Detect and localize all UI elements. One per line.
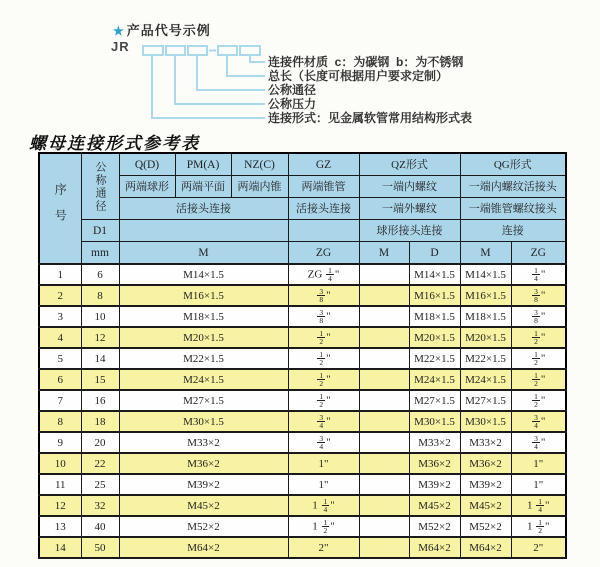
cell-dn: 32: [81, 495, 119, 516]
cell-qz-m: [359, 432, 409, 453]
cell-seq: 11: [39, 474, 81, 495]
connector-line-2: [227, 55, 265, 76]
cell-qg-zg: $\frac{3}{8}$ ": [511, 306, 566, 327]
code-box-2: [166, 46, 185, 55]
cell-dn: 22: [81, 453, 119, 474]
cell-gz: $\frac{3}{4}$ ": [288, 411, 359, 432]
cell-qg-zg: $\frac{1}{2}$ ": [511, 390, 566, 411]
header-empty-mid: [119, 220, 288, 242]
header-qg-type1: 一端内螺纹活接头: [460, 176, 566, 198]
cell-seq: 6: [39, 369, 81, 390]
cell-dn: 50: [81, 537, 119, 558]
label-material: 连接件材质 c：为碳钢 b：为不锈钢: [268, 55, 464, 69]
cell-qg-m: M45×2: [460, 495, 511, 516]
cell-qz-d: M22×1.5: [409, 348, 460, 369]
header-seq: 序号: [39, 153, 81, 264]
table-row: [39, 432, 566, 453]
cell-dn: 10: [81, 306, 119, 327]
cell-gz: $\frac{1}{2}$ ": [288, 327, 359, 348]
cell-gz: $\frac{1}{2}$ ": [288, 390, 359, 411]
connector-line-5: [152, 55, 265, 118]
cell-seq: 13: [39, 516, 81, 537]
cell-gz: ZG $\frac{1}{4}$ ": [288, 264, 359, 285]
cell-qg-zg: 1 $\frac{1}{2}$ ": [511, 516, 566, 537]
header-qz-type1: 一端内螺纹: [359, 176, 460, 198]
cell-qz-m: [359, 453, 409, 474]
header-row-4: [39, 220, 566, 242]
table-row: [39, 495, 566, 516]
cell-qg-m: M20×1.5: [460, 327, 511, 348]
code-box-4: [218, 46, 237, 55]
cell-seq: 12: [39, 495, 81, 516]
table-row: [39, 453, 566, 474]
label-total-length: 总长（长度可根据用户要求定制）: [268, 69, 449, 83]
cell-qz-d: M64×2: [409, 537, 460, 558]
cell-seq: 8: [39, 411, 81, 432]
header-nominal-diameter: 公称通径: [81, 153, 119, 220]
cell-qz-d: M52×2: [409, 516, 460, 537]
label-connection-form: 连接形式：见金属软管常用结构形式表: [268, 111, 473, 125]
cell-qz-d: M20×1.5: [409, 327, 460, 348]
cell-qz-d: M30×1.5: [409, 411, 460, 432]
cell-qz-m: [359, 537, 409, 558]
cell-qz-d: M45×2: [409, 495, 460, 516]
header-nz-type: 两端内锥: [231, 176, 288, 198]
cell-qz-d: M24×1.5: [409, 369, 460, 390]
cell-gz: 2": [288, 537, 359, 558]
cell-qz-m: [359, 516, 409, 537]
cell-seq: 4: [39, 327, 81, 348]
cell-qz-m: [359, 411, 409, 432]
cell-qg-m: M14×1.5: [460, 264, 511, 285]
cell-qz-m: [359, 495, 409, 516]
cell-qz-m: [359, 327, 409, 348]
cell-qg-m: M27×1.5: [460, 390, 511, 411]
nut-connection-reference-table: [38, 152, 567, 559]
cell-qg-zg: $\frac{1}{2}$ ": [511, 369, 566, 390]
cell-qz-d: M39×2: [409, 474, 460, 495]
cell-qg-zg: $\frac{3}{4}$ ": [511, 411, 566, 432]
cell-m: M33×2: [119, 432, 288, 453]
cell-seq: 5: [39, 348, 81, 369]
header-qg-type2: 一端锥管螺纹接头: [460, 198, 566, 220]
cell-qg-m: M22×1.5: [460, 348, 511, 369]
cell-gz: $\frac{3}{8}$ ": [288, 285, 359, 306]
connector-line-3: [197, 55, 265, 90]
cell-dn: 12: [81, 327, 119, 348]
cell-qg-zg: 1": [511, 474, 566, 495]
cell-qg-zg: $\frac{1}{2}$ ": [511, 348, 566, 369]
cell-seq: 1: [39, 264, 81, 285]
cell-qg-zg: $\frac{1}{2}$ ": [511, 327, 566, 348]
header-union-connection: 活接头连接: [119, 198, 288, 220]
cell-dn: 16: [81, 390, 119, 411]
cell-dn: 15: [81, 369, 119, 390]
cell-qz-m: [359, 306, 409, 327]
cell-qz-d: M36×2: [409, 453, 460, 474]
table-row: [39, 516, 566, 537]
cell-qg-m: M52×2: [460, 516, 511, 537]
header-col-gz: GZ: [288, 153, 359, 176]
table-row: [39, 474, 566, 495]
header-qz-m: M: [359, 242, 409, 265]
header-pm-type: 两端平面: [175, 176, 231, 198]
table-row: [39, 390, 566, 411]
cell-qz-d: M14×1.5: [409, 264, 460, 285]
cell-gz: 1": [288, 474, 359, 495]
cell-m: M45×2: [119, 495, 288, 516]
header-qz-type2: 一端外螺纹: [359, 198, 460, 220]
cell-m: M39×2: [119, 474, 288, 495]
header-col-q: Q(D): [119, 153, 175, 176]
cell-gz: 1 $\frac{1}{2}$ ": [288, 516, 359, 537]
table-row: [39, 411, 566, 432]
cell-seq: 14: [39, 537, 81, 558]
connector-line-1: [250, 55, 265, 62]
cell-qg-zg: $\frac{1}{4}$ ": [511, 264, 566, 285]
cell-m: M16×1.5: [119, 285, 288, 306]
header-row-2: [39, 176, 566, 198]
header-m-span: M: [119, 242, 288, 265]
cell-qz-m: [359, 264, 409, 285]
cell-dn: 6: [81, 264, 119, 285]
table-row: [39, 306, 566, 327]
cell-dn: 18: [81, 411, 119, 432]
cell-qg-m: M30×1.5: [460, 411, 511, 432]
header-col-qg: QG形式: [460, 153, 566, 176]
table-title: 螺母连接形式参考表: [29, 134, 200, 153]
cell-qg-zg: $\frac{3}{4}$ ": [511, 432, 566, 453]
cell-seq: 7: [39, 390, 81, 411]
cell-qg-m: M39×2: [460, 474, 511, 495]
cell-m: M14×1.5: [119, 264, 288, 285]
header-gz-type: 两端锥管: [288, 176, 359, 198]
cell-qz-d: M33×2: [409, 432, 460, 453]
cell-seq: 3: [39, 306, 81, 327]
cell-dn: 40: [81, 516, 119, 537]
cell-gz: 1 $\frac{1}{4}$ ": [288, 495, 359, 516]
cell-gz: $\frac{1}{2}$ ": [288, 348, 359, 369]
label-nominal-diameter: 公称通径: [268, 83, 317, 97]
cell-m: M20×1.5: [119, 327, 288, 348]
cell-m: M64×2: [119, 537, 288, 558]
cell-dn: 14: [81, 348, 119, 369]
cell-qg-zg: 2": [511, 537, 566, 558]
code-box-1: [143, 46, 163, 55]
product-code-example-text: 产品代号示例: [126, 23, 211, 38]
table-row: [39, 285, 566, 306]
cell-qg-m: M16×1.5: [460, 285, 511, 306]
cell-qz-m: [359, 285, 409, 306]
cell-dn: 25: [81, 474, 119, 495]
cell-qg-m: M33×2: [460, 432, 511, 453]
star-icon: ★: [113, 24, 125, 38]
code-box-5: [240, 46, 260, 55]
header-q-type: 两端球形: [119, 176, 175, 198]
cell-seq: 9: [39, 432, 81, 453]
cell-qg-zg: 1": [511, 453, 566, 474]
cell-m: M18×1.5: [119, 306, 288, 327]
header-qz-connection: 球形接头连接: [359, 220, 460, 242]
cell-qz-d: M18×1.5: [409, 306, 460, 327]
cell-gz: $\frac{3}{4}$ ": [288, 432, 359, 453]
header-mm: mm: [81, 242, 119, 265]
cell-qz-m: [359, 369, 409, 390]
cell-qg-m: M64×2: [460, 537, 511, 558]
cell-gz: $\frac{1}{2}$ ": [288, 369, 359, 390]
cell-qz-d: M16×1.5: [409, 285, 460, 306]
cell-gz: $\frac{3}{8}$ ": [288, 306, 359, 327]
header-row-3: [39, 198, 566, 220]
cell-m: M36×2: [119, 453, 288, 474]
header-col-nz: NZ(C): [231, 153, 288, 176]
cell-qg-zg: $\frac{3}{8}$ ": [511, 285, 566, 306]
cell-seq: 10: [39, 453, 81, 474]
header-qz-d: D: [409, 242, 460, 265]
header-empty-gz: [288, 220, 359, 242]
cell-qz-d: M27×1.5: [409, 390, 460, 411]
header-gz-connection: 活接头连接: [288, 198, 359, 220]
cell-qg-zg: 1 $\frac{1}{4}$ ": [511, 495, 566, 516]
cell-m: M22×1.5: [119, 348, 288, 369]
cell-m: M24×1.5: [119, 369, 288, 390]
header-col-pm: PM(A): [175, 153, 231, 176]
table-row: [39, 369, 566, 390]
cell-qz-m: [359, 348, 409, 369]
table-row: [39, 327, 566, 348]
cell-m: M52×2: [119, 516, 288, 537]
cell-dn: 8: [81, 285, 119, 306]
header-col-qz: QZ形式: [359, 153, 460, 176]
table-body: [39, 264, 566, 558]
table-row: [39, 264, 566, 285]
code-prefix-jr: JR: [111, 39, 130, 54]
table-row: [39, 537, 566, 558]
code-box-3: [188, 46, 207, 55]
header-qg-zg: ZG: [511, 242, 566, 265]
cell-m: M30×1.5: [119, 411, 288, 432]
cell-qg-m: M18×1.5: [460, 306, 511, 327]
header-zg-unit: ZG: [288, 242, 359, 265]
cell-gz: 1": [288, 453, 359, 474]
label-nominal-pressure: 公称压力: [268, 97, 317, 111]
cell-qg-m: M24×1.5: [460, 369, 511, 390]
cell-dn: 20: [81, 432, 119, 453]
header-row-5: [39, 242, 566, 265]
header-qg-connection: 连接: [460, 220, 566, 242]
table-row: [39, 348, 566, 369]
cell-seq: 2: [39, 285, 81, 306]
cell-qz-m: [359, 390, 409, 411]
cell-qz-m: [359, 474, 409, 495]
cell-qg-m: M36×2: [460, 453, 511, 474]
header-qg-m: M: [460, 242, 511, 265]
header-row-1: [39, 153, 566, 176]
header-d1: D1: [81, 220, 119, 242]
cell-m: M27×1.5: [119, 390, 288, 411]
